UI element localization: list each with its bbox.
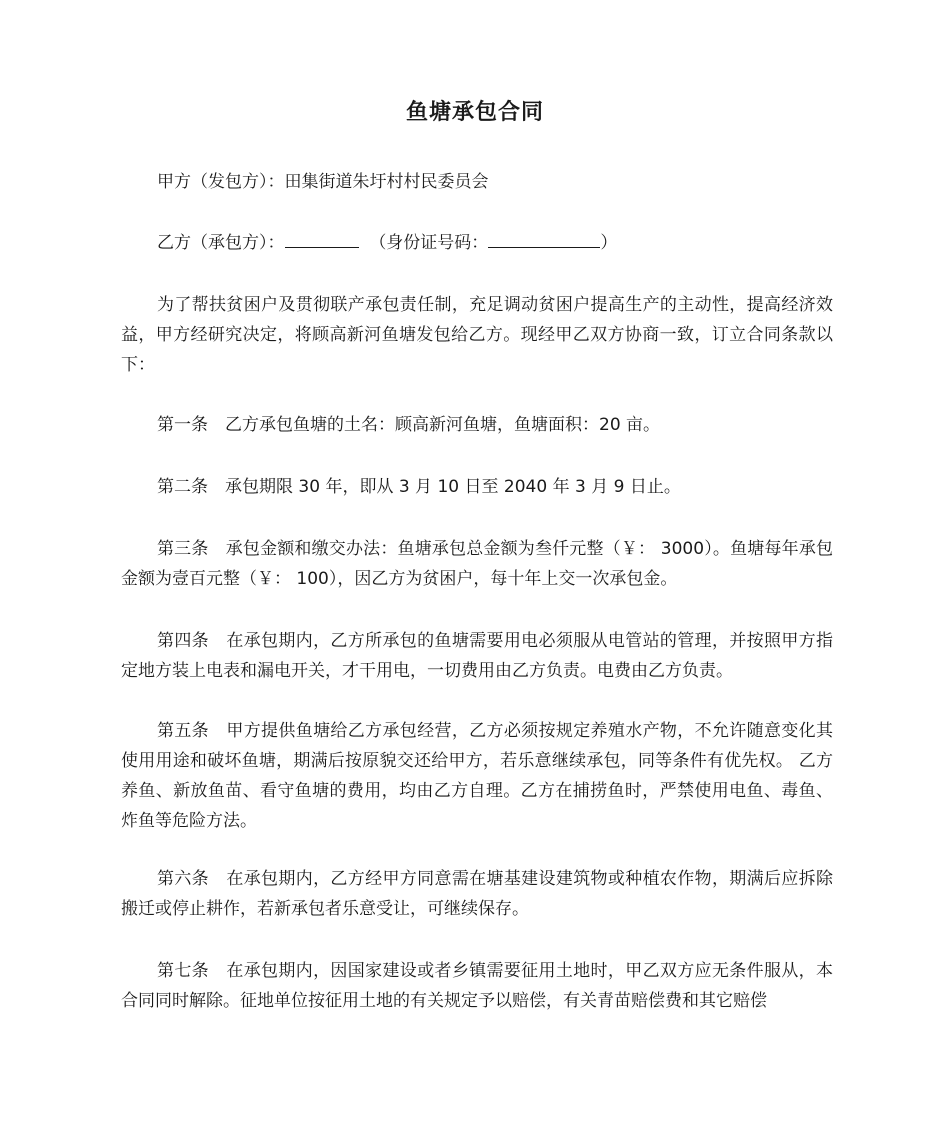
article-6: 第六条 在承包期内，乙方经甲方同意需在塘基建设建筑物或种植农作物，期满后应拆除搬迁或停止耕作，若新承包者乐意受让，可继续保存。 bbox=[121, 869, 833, 919]
party-b-id-blank bbox=[488, 229, 600, 248]
article-5: 第五条 甲方提供鱼塘给乙方承包经营，乙方必须按规定养殖水产物，不允许随意变化其使用用途和破坏鱼塘，期满后按原貌交还给甲方，若乐意继续承包，同等条件有优先权。 乙方养鱼、新放鱼苗、看守鱼塘的费用，均由乙方自理。乙方在捕捞鱼时，严禁使用电鱼、毒鱼、炸鱼等危险方法。 bbox=[121, 721, 833, 831]
party-a-line: 甲方（发包方）：田集街道朱圩村村民委员会 bbox=[157, 172, 489, 192]
article-7: 第七条 在承包期内，因国家建设或者乡镇需要征用土地时，甲乙双方应无条件服从，本合同同时解除。征地单位按征用土地的有关规定予以赔偿，有关青苗赔偿费和其它赔偿 bbox=[121, 961, 833, 1011]
article-1: 第一条 乙方承包鱼塘的土名：顾高新河鱼塘，鱼塘面积：20 亩。 bbox=[157, 415, 661, 435]
party-b-id-label: （身份证号码： bbox=[369, 233, 489, 253]
party-b-suffix: ） bbox=[600, 233, 618, 253]
article-4: 第四条 在承包期内，乙方所承包的鱼塘需要用电必须服从电管站的管理，并按照甲方指定地方装上电表和漏电开关，才干用电，一切费用由乙方负责。电费由乙方负责。 bbox=[121, 631, 833, 681]
intro-paragraph: 为了帮扶贫困户及贯彻联产承包责任制，充足调动贫困户提高生产的主动性，提高经济效益，甲方经研究决定，将顾高新河鱼塘发包给乙方。现经甲乙双方协商一致，订立合同条款以下： bbox=[121, 295, 833, 375]
party-b-line bbox=[121, 228, 833, 258]
article-2: 第二条 承包期限 30 年，即从 3 月 10 日至 2040 年 3 月 9 日止。 bbox=[157, 477, 681, 497]
document-title: 鱼塘承包合同 bbox=[405, 100, 544, 125]
party-b-name-blank bbox=[285, 229, 359, 248]
article-3: 第三条 承包金额和缴交办法：鱼塘承包总金额为叁仟元整（￥： 3000）。鱼塘每年承包金额为壹百元整（￥： 100），因乙方为贫困户，每十年上交一次承包金。 bbox=[121, 539, 833, 589]
party-b-prefix: 乙方（承包方）： bbox=[157, 233, 285, 253]
